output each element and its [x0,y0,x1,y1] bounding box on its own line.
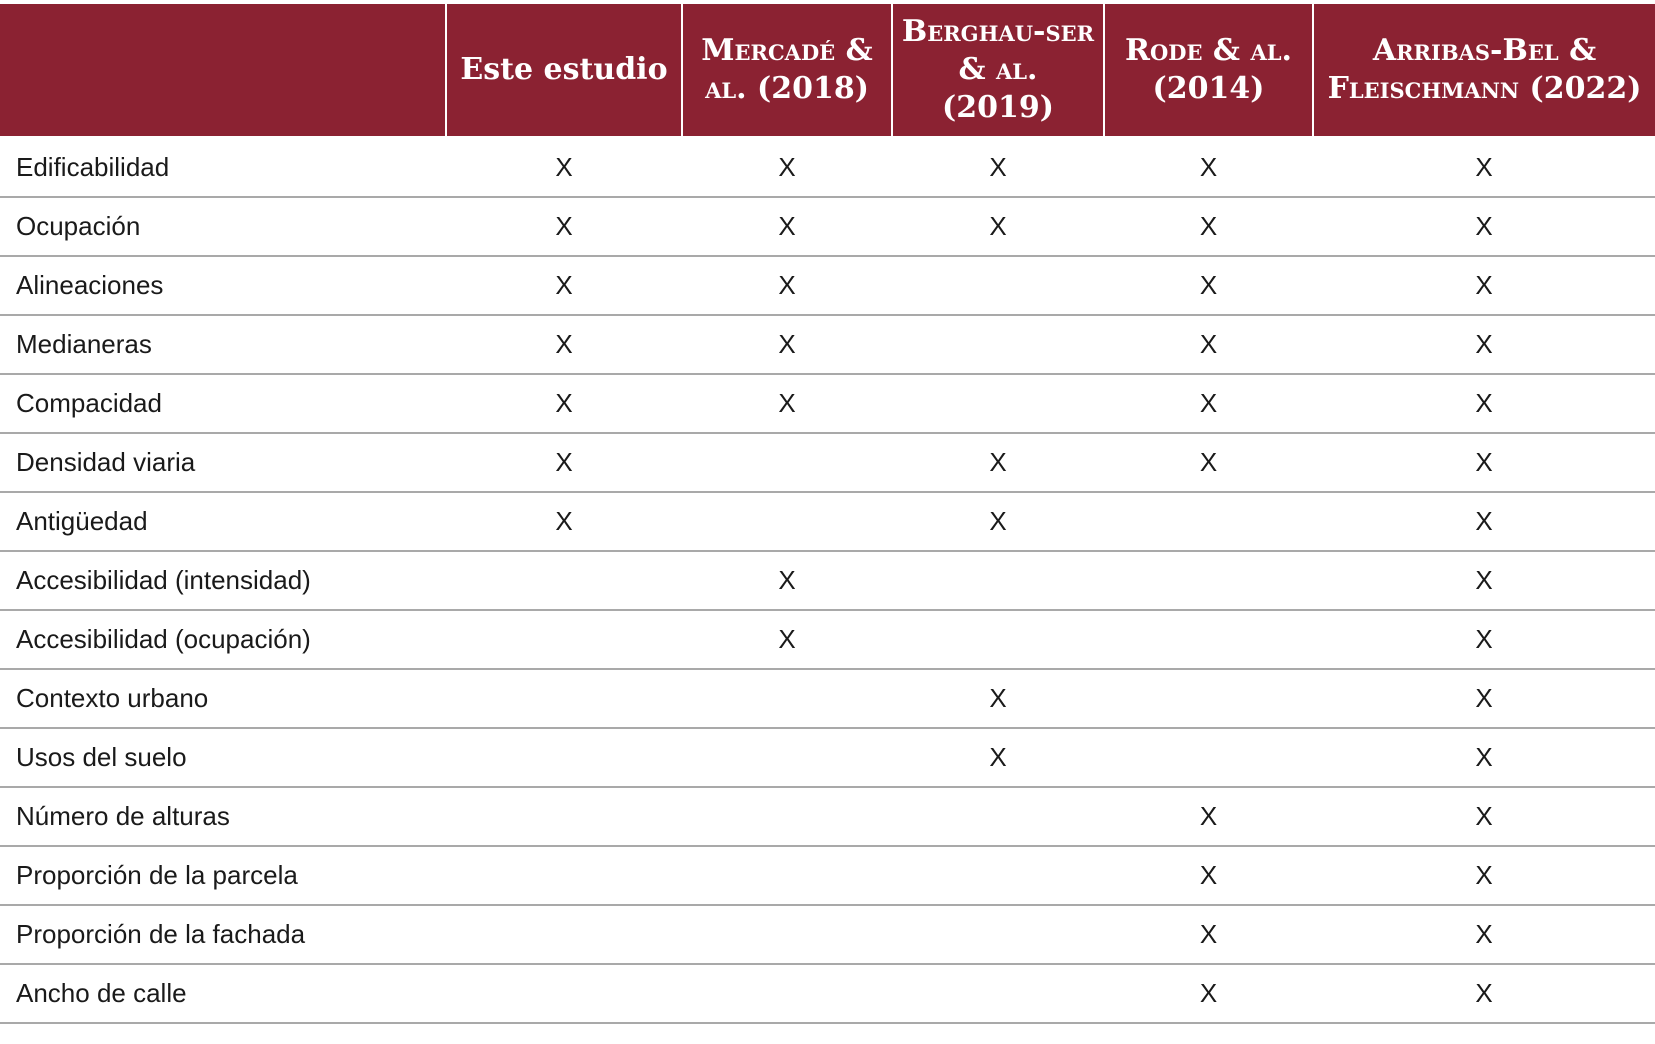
mark-cell [1104,551,1313,610]
mark-cell: X [1104,787,1313,846]
mark-cell: X [682,610,892,669]
mark-cell: X [1313,610,1655,669]
mark-cell: X [682,138,892,198]
table-row [0,728,1655,787]
mark-cell: X [446,256,682,315]
mark-cell [892,551,1104,610]
table-row [0,551,1655,610]
mark-cell [446,551,682,610]
mark-cell [892,315,1104,374]
mark-cell [892,374,1104,433]
table-body [0,138,1655,1024]
mark-cell: X [446,315,682,374]
mark-cell: X [1104,197,1313,256]
mark-cell: X [1313,315,1655,374]
mark-cell: X [682,551,892,610]
mark-cell [682,846,892,905]
mark-cell [446,728,682,787]
table-row [0,610,1655,669]
row-label: Alineaciones [0,256,446,315]
row-label: Accesibilidad (intensidad) [0,551,446,610]
comparison-table [0,4,1655,1024]
mark-cell: X [1104,433,1313,492]
mark-cell: X [1313,138,1655,198]
mark-cell [446,787,682,846]
mark-cell: X [1313,256,1655,315]
row-label: Contexto urbano [0,669,446,728]
mark-cell: X [1313,905,1655,964]
mark-cell: X [682,315,892,374]
row-label: Edificabilidad [0,138,446,198]
header-este-estudio: Este estudio [446,4,682,138]
mark-cell [682,492,892,551]
mark-cell [446,610,682,669]
mark-cell: X [1313,787,1655,846]
table-row [0,315,1655,374]
row-label: Número de alturas [0,787,446,846]
table-row [0,964,1655,1023]
mark-cell: X [892,138,1104,198]
mark-cell [892,256,1104,315]
mark-cell [682,433,892,492]
mark-cell: X [446,374,682,433]
table-row [0,787,1655,846]
mark-cell [892,846,1104,905]
mark-cell [892,964,1104,1023]
table-header [0,4,1655,138]
mark-cell: X [892,433,1104,492]
mark-cell: X [1104,315,1313,374]
mark-cell: X [1104,846,1313,905]
table-row [0,846,1655,905]
mark-cell: X [1104,964,1313,1023]
mark-cell: X [892,728,1104,787]
mark-cell [892,905,1104,964]
mark-cell: X [446,492,682,551]
mark-cell: X [1313,197,1655,256]
mark-cell [1104,669,1313,728]
table-row [0,433,1655,492]
mark-cell [446,669,682,728]
mark-cell [892,787,1104,846]
mark-cell: X [1104,138,1313,198]
header-berghauser-2019: Berghau-ser & al. (2019) [892,4,1104,138]
header-rode-2014: Rode & al. (2014) [1104,4,1313,138]
mark-cell: X [1313,374,1655,433]
mark-cell: X [892,492,1104,551]
mark-cell [446,846,682,905]
mark-cell: X [1313,669,1655,728]
row-label: Densidad viaria [0,433,446,492]
mark-cell: X [1313,492,1655,551]
row-label: Accesibilidad (ocupación) [0,610,446,669]
header-corner-cell [0,4,446,138]
mark-cell: X [1104,256,1313,315]
mark-cell: X [446,433,682,492]
mark-cell [682,728,892,787]
mark-cell [682,787,892,846]
header-arribas-bel-2022: Arribas-Bel & Fleischmann (2022) [1313,4,1655,138]
mark-cell: X [1313,728,1655,787]
table-row [0,374,1655,433]
mark-cell [1104,492,1313,551]
row-label: Compacidad [0,374,446,433]
mark-cell [682,669,892,728]
mark-cell: X [1104,374,1313,433]
table-row [0,256,1655,315]
mark-cell: X [892,197,1104,256]
mark-cell [1104,728,1313,787]
mark-cell: X [682,374,892,433]
mark-cell [1104,610,1313,669]
mark-cell: X [682,256,892,315]
table-row [0,669,1655,728]
header-mercade-2018: Mercadé & al. (2018) [682,4,892,138]
mark-cell: X [1313,846,1655,905]
mark-cell [682,964,892,1023]
mark-cell: X [892,669,1104,728]
row-label: Ancho de calle [0,964,446,1023]
row-label: Proporción de la fachada [0,905,446,964]
mark-cell: X [1313,964,1655,1023]
row-label: Antigüedad [0,492,446,551]
mark-cell [892,610,1104,669]
mark-cell: X [446,197,682,256]
table-row [0,492,1655,551]
row-label: Proporción de la parcela [0,846,446,905]
row-label: Medianeras [0,315,446,374]
mark-cell: X [682,197,892,256]
mark-cell [682,905,892,964]
mark-cell: X [1104,905,1313,964]
header-row [0,4,1655,138]
table-row [0,197,1655,256]
mark-cell: X [1313,551,1655,610]
mark-cell [446,964,682,1023]
mark-cell: X [1313,433,1655,492]
mark-cell: X [446,138,682,198]
table-row [0,138,1655,198]
row-label: Usos del suelo [0,728,446,787]
table-row [0,905,1655,964]
mark-cell [446,905,682,964]
row-label: Ocupación [0,197,446,256]
